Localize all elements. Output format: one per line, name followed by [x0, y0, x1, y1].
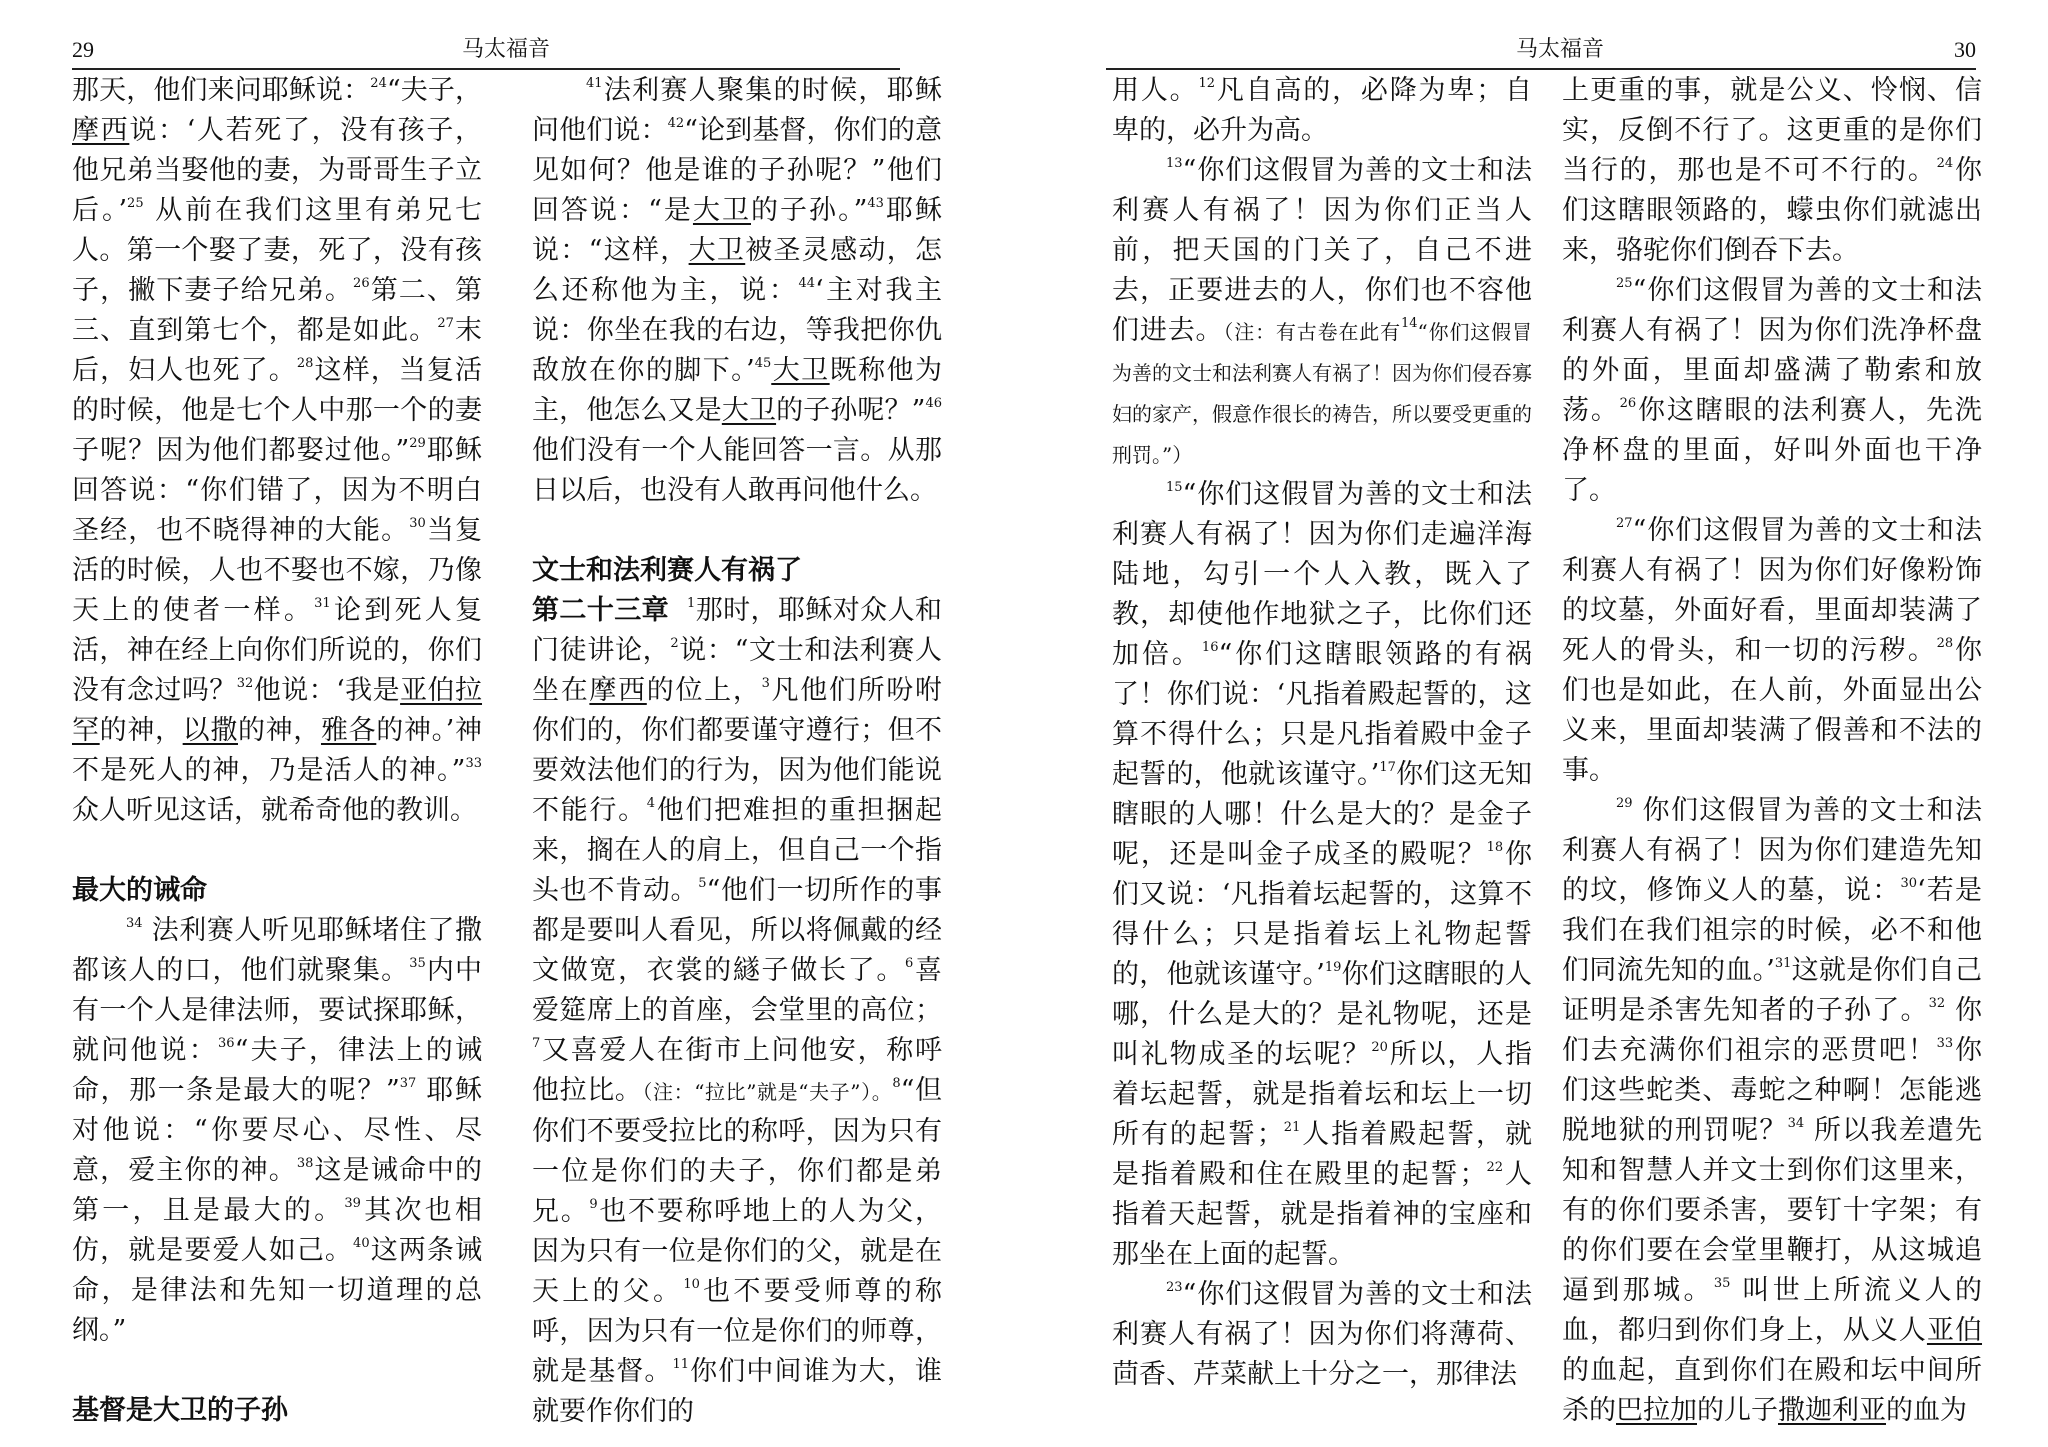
verse-number: 20	[1371, 1040, 1388, 1055]
verse-number: 27	[437, 316, 454, 331]
verse-number: 25	[127, 196, 144, 211]
proper-name: 巴拉加	[1616, 1395, 1697, 1426]
chapter-label: 第二十三章	[532, 595, 670, 626]
verse-number: 36	[218, 1036, 235, 1051]
verse-number: 34	[1787, 1116, 1805, 1131]
verse-number: 15	[1166, 480, 1183, 495]
paragraph: 用人。$^{12}$凡自高的，必降为卑；自卑的，必升为高。	[1112, 75, 1533, 146]
verse-number: 41	[586, 76, 603, 91]
verse-number: 25	[1616, 276, 1633, 291]
verse-number: 33	[1936, 1036, 1954, 1051]
verse-number: 42	[667, 116, 685, 131]
verse-number: 4	[646, 796, 656, 811]
verse-number: 2	[670, 636, 679, 651]
proper-name: 撒迦利亚	[1778, 1395, 1886, 1426]
verse-number: 32	[1928, 996, 1946, 1011]
verse-number: 29	[1616, 796, 1633, 811]
paragraph: $^{34}$ 法利赛人听见耶稣堵住了撒都该人的口，他们就聚集。$^{35}$内中有一个人是律法师，要试探耶稣，就问他说：$^{36}$“夫子，律法上的诫命，那一条是最大的呢？”$^{37}$ 耶稣对他说：“你要尽心、尽性、尽意，爱主你的神。$^{38}$这是诫命中的第一，且是最大的。$^{39}$其次也相仿，就是要爱人如己。$^{40}$这两条诫命，是律法和先知一切道理的总纲。”	[72, 915, 483, 1346]
verse-number: 33	[465, 756, 482, 771]
verse-number: 18	[1486, 840, 1504, 855]
verse-number: 8	[892, 1076, 901, 1091]
proper-name: 亚伯	[1926, 1315, 1983, 1346]
verse-number: 30	[1900, 876, 1917, 891]
page-number: 29	[72, 37, 94, 62]
verse-number: 10	[683, 1277, 700, 1292]
paragraph: 第二十三章 $^1$那时，耶稣对众人和门徒讲论，$^2$说：“文士和法利赛人坐在摩西的位上，$^3$凡他们所吩咐你们的，你们都要谨守遵行；但不要效法他们的行为，因为他们能说不能行。$^4$他们把难担的重担捆起来，搁在人的肩上，但自己一个指头也不肯动。$^5$“他们一切所作的事都是要叫人看见，所以将佩戴的经文做宽，衣裳的繸子做长了。$^6$喜爱筵席上的首座，会堂里的高位；$^7$又喜爱人在街市上问他安，称呼他拉比。（注：“拉比”就是“夫子”）。$^8$“但你们不要受拉比的称呼，因为只有一位是你们的夫子，你们都是弟兄。$^9$也不要称呼地上的人为父，因为只有一位是你们的父，就是在天上的父。$^{10}$也不要受师尊的称呼，因为只有一位是你们的师尊，就是基督。$^{11}$你们中间谁为大，谁就要作你们的	[532, 595, 943, 1427]
verse-number: 32	[236, 676, 254, 691]
verse-number: 35	[409, 956, 426, 971]
right-column-1	[1112, 71, 1532, 1395]
left-column-1	[72, 71, 482, 1431]
verse-number: 45	[754, 356, 772, 371]
verse-number: 31	[1774, 956, 1792, 971]
paragraph: $^{25}$“你们这假冒为善的文士和法利赛人有祸了！因为你们洗净杯盘的外面，里面却盛满了勒索和放荡。$^{26}$你这瞎眼的法利赛人，先洗净杯盘的里面，好叫外面也干净了。	[1562, 275, 1983, 506]
paragraph: $^{15}$“你们这假冒为善的文士和法利赛人有祸了！因为你们走遍洋海陆地，勾引一个人入教，既入了教，却使他作地狱之子，比你们还加倍。$^{16}$“你们这瞎眼领路的有祸了！你们说：‘凡指着殿起誓的，这算不得什么；只是凡指着殿中金子起誓的，他就该谨守。’$^{17}$你们这无知瞎眼的人哪！什么是大的？是金子呢，还是叫金子成圣的殿呢？$^{18}$你们又说：‘凡指着坛起誓的，这算不得什么；只是指着坛上礼物起誓的，他就该谨守。’$^{19}$你们这瞎眼的人哪，什么是大的？是礼物呢，还是叫礼物成圣的坛呢？$^{20}$所以，人指着坛起誓，就是指着坛和坛上一切所有的起誓；$^{21}$人指着殿起誓，就是指着殿和住在殿里的起誓；$^{22}$人指着天起誓，就是指着神的宝座和那坐在上面的起誓。	[1112, 479, 1533, 1270]
verse-number: 22	[1486, 1160, 1504, 1175]
left-column-2	[532, 71, 942, 1432]
paragraph: $^{13}$“你们这假冒为善的文士和法利赛人有祸了！因为你们正当人前，把天国的门关了，自己不进去，正要进去的人，你们也不容他们进去。（注：有古卷在此有$^{14}$“你们这假冒为善的文士和法利赛人有祸了！因为你们侵吞寡妇的家产，假意作很长的祷告，所以要受更重的刑罚。”）	[1112, 155, 1532, 467]
proper-name: 大卫	[771, 355, 830, 386]
verse-number: 44	[798, 276, 815, 291]
verse-number: 38	[296, 1156, 314, 1171]
proper-name: 摩西	[72, 115, 130, 146]
page-header	[72, 36, 900, 70]
book-title: 马太福音	[1516, 37, 1605, 62]
verse-number: 16	[1201, 640, 1219, 655]
paragraph: $^{23}$“你们这假冒为善的文士和法利赛人有祸了！因为你们将薄荷、茴香、芹菜献上十分之一，那律法	[1112, 1279, 1532, 1390]
paragraph: $^{41}$法利赛人聚集的时候，耶稣问他们说：$^{42}$“论到基督，你们的意见如何？他是谁的子孙呢？”他们回答说：“是大卫的子孙。”$^{43}$耶稣说：“这样，大卫被圣灵感动，怎么还称他为主，说：$^{44}$‘主对我主说：你坐在我的右边，等我把你仇敌放在你的脚下。’$^{45}$大卫既称他为主，他怎么又是大卫的子孙呢？”$^{46}$ 他们没有一个人能回答一言。从那日以后，也没有人敢再问他什么。	[532, 75, 943, 506]
verse-number: 26	[353, 276, 370, 291]
verse-number: 1	[687, 596, 696, 611]
verse-number: 5	[698, 876, 707, 891]
right-column-2	[1562, 71, 1982, 1431]
verse-number: 24	[370, 76, 387, 91]
paragraph: 那天，他们来问耶稣说：$^{24}$“夫子，摩西说：‘人若死了，没有孩子，他兄弟当娶他的妻，为哥哥生子立后。’$^{25}$ 从前在我们这里有弟兄七人。第一个娶了妻，死了，没有孩子，撇下妻子给兄弟。$^{26}$第二、第三、直到第七个，都是如此。$^{27}$末后，妇人也死了。$^{28}$这样，当复活的时候，他是七个人中那一个的妻子呢？因为他们都娶过他。”$^{29}$耶稣回答说：“你们错了，因为不明白圣经，也不晓得神的大能。$^{30}$当复活的时候，人也不娶也不嫁，乃像天上的使者一样。$^{31}$论到死人复活，神在经上向你们所说的，你们没有念过吗？$^{32}$他说：‘我是亚伯拉罕的神，以撒的神，雅各的神。’神不是死人的神，乃是活人的神。”$^{33}$众人听见这话，就希奇他的教训。	[72, 75, 483, 826]
verse-number: 14	[1401, 316, 1418, 331]
page-header	[1106, 36, 1976, 70]
verse-number: 31	[314, 596, 331, 611]
verse-number: 40	[353, 1236, 370, 1251]
verse-number: 7	[532, 1036, 541, 1051]
verse-number: 11	[672, 1357, 690, 1372]
page-number: 30	[1954, 37, 1976, 62]
verse-number: 23	[1166, 1280, 1183, 1295]
verse-number: 3	[761, 676, 770, 691]
verse-number: 29	[409, 436, 426, 451]
verse-number: 26	[1619, 396, 1637, 411]
verse-number: 39	[344, 1196, 361, 1211]
proper-name: 摩西	[589, 675, 647, 706]
section-heading: 文士和法利赛人有祸了	[532, 555, 802, 586]
proper-name: 大卫	[688, 235, 746, 266]
verse-number: 9	[589, 1197, 598, 1212]
verse-number: 12	[1198, 76, 1216, 91]
verse-number: 21	[1283, 1120, 1301, 1135]
verse-number: 30	[409, 516, 426, 531]
verse-number: 27	[1616, 516, 1633, 531]
verse-number: 6	[905, 956, 914, 971]
verse-number: 17	[1379, 760, 1396, 775]
section-heading: 最大的诫命	[72, 875, 207, 906]
book-title: 马太福音	[462, 37, 551, 62]
verse-number: 28	[1936, 636, 1954, 651]
proper-name: 以撒	[182, 715, 238, 746]
verse-number: 13	[1166, 156, 1183, 171]
paragraph: 上更重的事，就是公义、怜悯、信实，反倒不行了。这更重的是你们当行的，那也是不可不行的。$^{24}$你们这瞎眼领路的，蠓虫你们就滤出来，骆驼你们倒吞下去。	[1562, 75, 1983, 266]
paragraph: $^{29}$ 你们这假冒为善的文士和法利赛人有祸了！因为你们建造先知的坟，修饰义人的墓，说：$^{30}$‘若是我们在我们祖宗的时候，必不和他们同流先知的血。’$^{31}$这就是你们自己证明是杀害先知者的子孙了。$^{32}$ 你们去充满你们祖宗的恶贯吧！$^{33}$你们这些蛇类、毒蛇之种啊！怎能逃脱地狱的刑罚呢？$^{34}$ 所以我差遣先知和智慧人并文士到你们这里来，有的你们要杀害，要钉十字架；有的你们要在会堂里鞭打，从这城追逼到那城。$^{35}$ 叫世上所流义人的血，都归到你们身上，从义人亚伯的血起，直到你们在殿和坛中间所杀的巴拉加的儿子撒迦利亚的血为	[1562, 795, 1983, 1426]
verse-number: 24	[1936, 156, 1954, 171]
footnote: （注：有古卷在此有	[1223, 320, 1401, 344]
proper-name: 大卫	[721, 395, 777, 426]
right-page	[1024, 0, 2048, 1447]
proper-name: 亚伯拉罕	[72, 675, 483, 746]
footnote: （注：“拉比”就是“夫子”）。	[642, 1080, 893, 1104]
verse-number: 34	[126, 916, 143, 931]
verse-number: 46	[925, 396, 942, 411]
proper-name: 雅各	[320, 715, 377, 746]
proper-name: 大卫	[692, 195, 751, 226]
verse-number: 28	[296, 356, 314, 371]
verse-number: 37	[399, 1076, 417, 1091]
verse-number: 43	[867, 196, 884, 211]
paragraph: $^{27}$“你们这假冒为善的文士和法利赛人有祸了！因为你们好像粉饰的坟墓，外面好看，里面却装满了死人的骨头，和一切的污秽。$^{28}$你们也是如此，在人前，外面显出公义来，里面却装满了假善和不法的事。	[1562, 515, 1983, 786]
footnote: “你们这假冒为善的文士和法利赛人有祸了！因为你们侵吞寡妇的家产，假意作很长的祷告，所以要受更重的刑罚。”）	[1112, 320, 1532, 467]
section-heading: 基督是大卫的子孙	[72, 1395, 288, 1426]
verse-number: 19	[1324, 960, 1342, 975]
verse-number: 35	[1713, 1276, 1731, 1291]
